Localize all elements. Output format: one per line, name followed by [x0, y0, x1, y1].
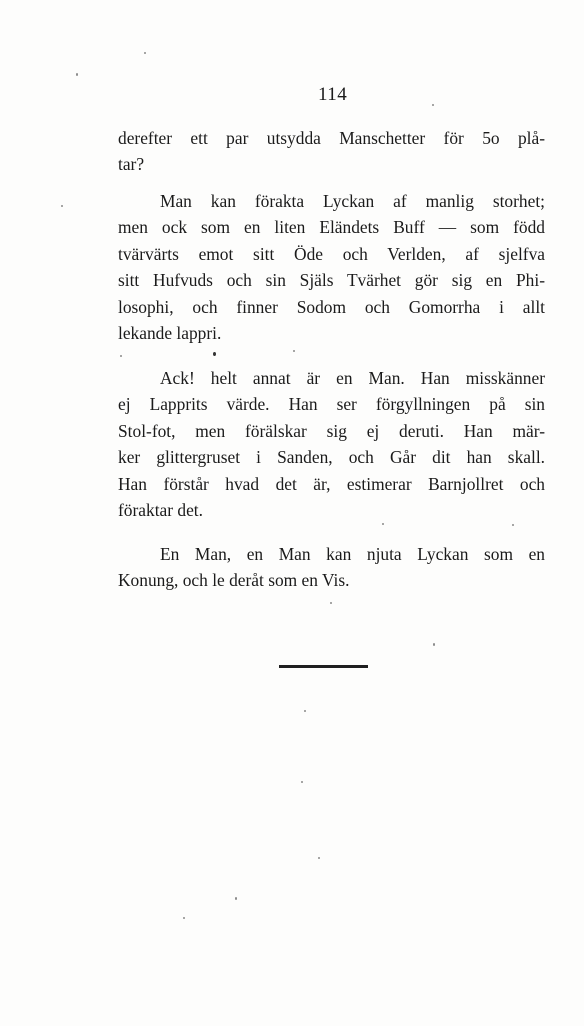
text-line: lekande lappri.	[118, 322, 222, 343]
paper-speck	[382, 523, 384, 525]
paper-speck	[120, 355, 122, 357]
paper-speck	[330, 602, 332, 604]
text-line: ej Lapprits värde. Han ser förgyllningen på sin	[118, 394, 545, 415]
paper-speck	[144, 52, 146, 54]
text-line: sitt Hufvuds och sin Själs Tvärhet gör sig en Phi-	[118, 270, 545, 291]
paper-speck	[61, 205, 63, 207]
paragraph-2	[118, 188, 545, 346]
paper-speck	[293, 350, 295, 352]
paragraph-3	[118, 365, 545, 523]
text-line: Ack! helt annat är en Man. Han misskänner	[160, 368, 545, 388]
paper-speck	[235, 897, 237, 900]
text-line: derefter ett par utsydda Manschetter för 5o plå-	[118, 128, 545, 148]
text-line: En Man, en Man kan njuta Lyckan som en	[160, 544, 545, 564]
text-line: tar?	[118, 154, 145, 175]
paper-speck	[318, 857, 320, 859]
text-line: Han förstår hvad det är, estimerar Barnjollret och	[118, 473, 545, 494]
text-line: Stol-fot, men förälskar sig ej deruti. Han mär-	[118, 420, 545, 441]
text-line: losophi, och finner Sodom och Gomorrha i allt	[118, 296, 545, 317]
page-number: 114	[318, 84, 348, 105]
text-line: Konung, och le deråt som en Vis.	[118, 570, 350, 591]
paper-speck	[432, 104, 434, 106]
text-line: ker glittergruset i Sanden, och Går dit han skall.	[118, 447, 545, 468]
paper-speck	[213, 352, 216, 356]
text-line: men ock som en liten Eländets Buff — som född	[118, 217, 545, 238]
text-line: Man kan förakta Lyckan af manlig storhet;	[160, 191, 545, 211]
text-line: tvärvärts emot sitt Öde och Verlden, af sjelfva	[118, 243, 545, 264]
section-divider-rule	[279, 665, 368, 668]
paper-speck	[183, 917, 185, 919]
paper-speck	[304, 710, 306, 712]
paragraph-4	[118, 541, 545, 594]
paragraph-1	[118, 125, 545, 178]
paper-speck	[301, 781, 303, 783]
paper-speck	[512, 524, 514, 526]
paper-speck	[433, 643, 435, 646]
text-line: föraktar det.	[118, 499, 203, 520]
paper-speck	[76, 73, 78, 76]
